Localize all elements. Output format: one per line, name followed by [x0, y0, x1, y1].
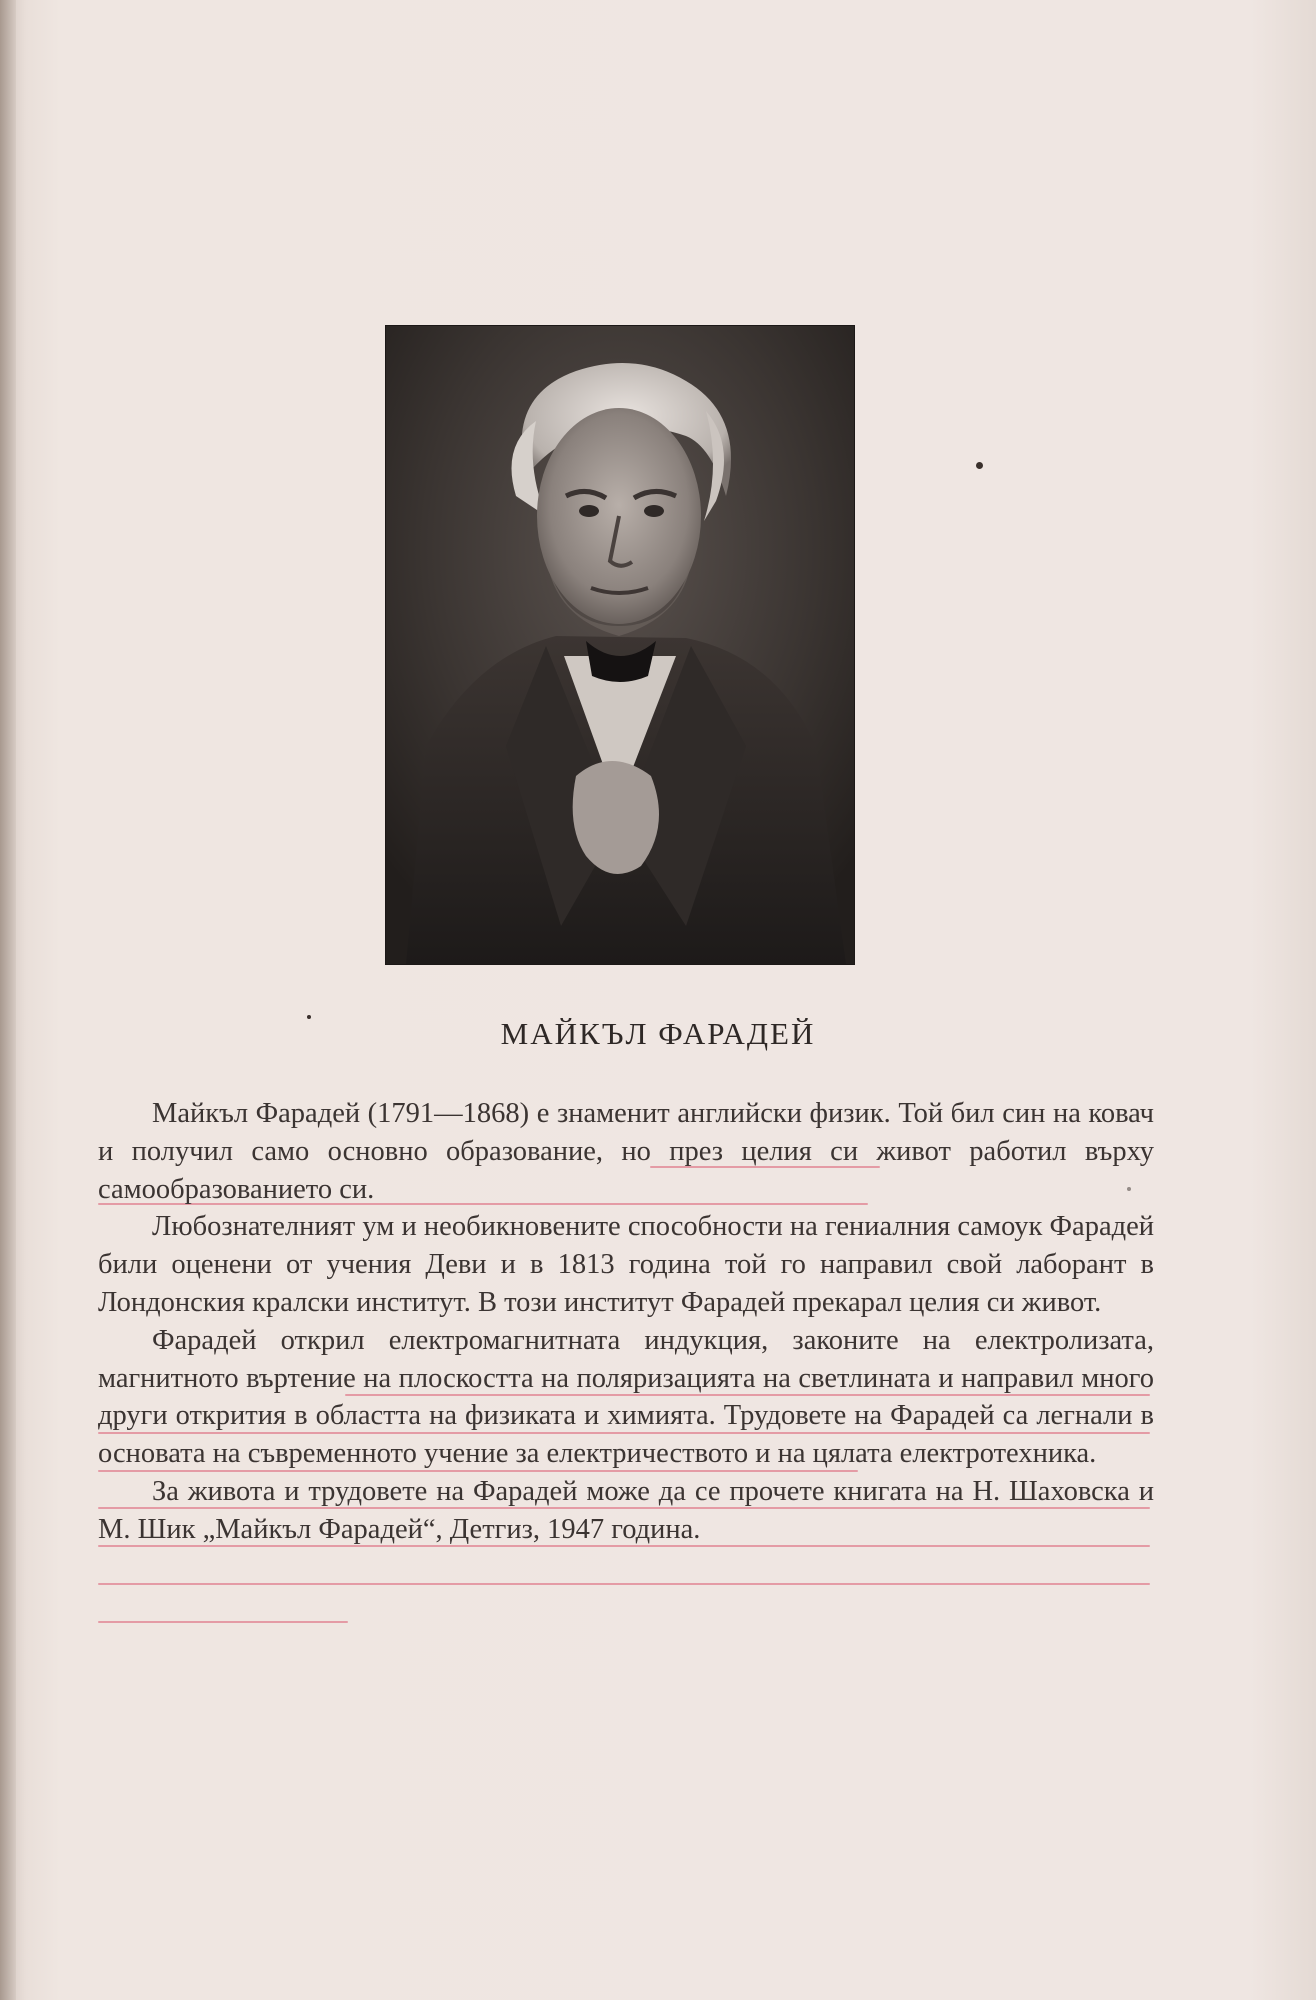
paragraph: Майкъл Фарадей (1791—1868) е знаменит английски физик. Той бил син на ковач и получил само основно образование, но през целия си живот работил върху самообразованието си.: [98, 1098, 1154, 1205]
paragraph: Фарадей открил електромагнитната индукция, законите на електролизата, магнитното въртение на плоскостта на поляризацията на светлината и направил много други открития в областта на физиката и химията. Трудовете на Фарадей са легнали в основата на съвременното учение за електричеството и на цялата електротехника.: [98, 1324, 1154, 1470]
page-title: МАЙКЪЛ ФАРАДЕЙ: [500, 1016, 816, 1051]
print-speck: [976, 462, 983, 469]
biography-text: [98, 1095, 1154, 1549]
paragraph: Любознателният ум и необикновените способности на гениалния самоук Фарадей били оценени от учения Деви и в 1813 година той го направил свой лаборант в Лондонския кралски институт. В този институт Фарадей прекарал целия си живот.: [98, 1211, 1154, 1318]
highlight-underline: [98, 1621, 348, 1623]
portrait-engraving: [386, 326, 854, 964]
book-spine: [0, 0, 16, 2000]
paragraph: За живота и трудовете на Фарадей може да се прочете книгата на Н. Шаховска и М. Шик „Майкъл Фарадей“, Детгиз, 1947 година.: [98, 1475, 1154, 1545]
highlight-underline: [98, 1583, 1150, 1585]
portrait-photo: [386, 326, 854, 964]
